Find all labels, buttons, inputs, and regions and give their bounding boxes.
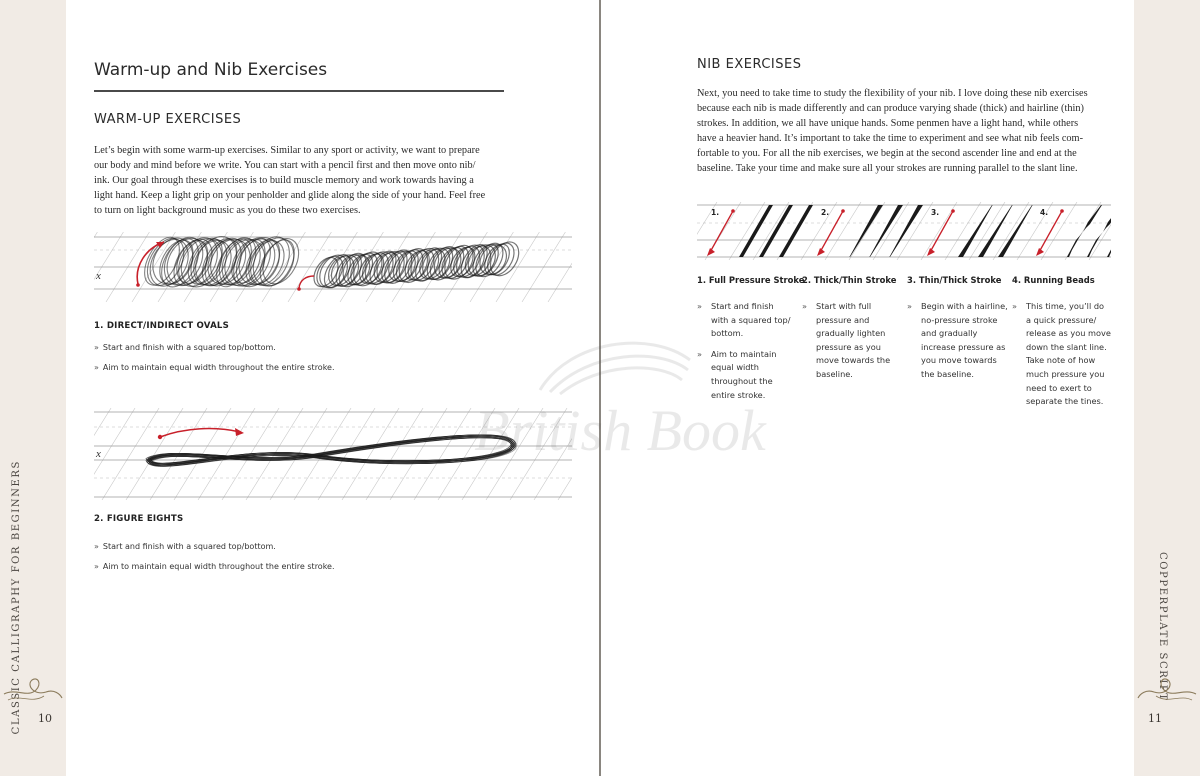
bullet-mark: » — [697, 301, 703, 311]
left-page-number: 10 — [38, 712, 52, 725]
nib-strokes-illustration — [697, 202, 1111, 260]
intro-line: Next, you need to take time to study the flexibility of your nib. I love doing these nib exercises — [697, 88, 1088, 99]
nib-strokes-practice-sheet — [697, 202, 1111, 260]
intro-line: because each nib is made differently and can produce varying shade (thick) and hairline (thin) — [697, 103, 1084, 114]
bullet-item: » Aim to maintain equal width throughout the entire stroke. — [94, 562, 335, 571]
nib-exercises-heading: NIB EXERCISES — [697, 57, 802, 72]
column-title: 2. Thick/Thin Stroke — [802, 275, 897, 285]
bullet-mark: » — [697, 348, 703, 359]
title-rule — [94, 90, 504, 92]
right-page-number: 11 — [1148, 712, 1162, 725]
bullet-line: Aim to maintain — [711, 348, 777, 359]
column-title: 1. Full Pressure Stroke — [697, 275, 805, 285]
x-height-label: x — [96, 270, 101, 282]
bullet-line: pressure as you — [816, 341, 881, 352]
bullet-line: gradually lighten — [816, 328, 886, 339]
bullet-line: increase pressure as — [921, 341, 1006, 352]
nib-exercises-intro — [697, 86, 1088, 176]
bullet-line: baseline. — [816, 368, 853, 379]
flourish-ornament-icon — [1136, 672, 1198, 710]
strip-number: 3. — [931, 208, 940, 217]
ovals-practice-sheet — [94, 232, 572, 302]
intro-line: light hand. Keep a light grip on your penholder and glide along the side of your hand. Feel free — [94, 190, 486, 201]
strip-number: 4. — [1040, 208, 1049, 217]
intro-line: ink. Our goal through these exercises is to build muscle memory and work towards having a — [94, 175, 474, 186]
bullet-line: and gradually — [921, 328, 978, 339]
column-list — [907, 300, 1008, 389]
watermark — [420, 300, 820, 490]
right-spine-title: COPPERPLATE SCRIPT — [1157, 552, 1168, 702]
page-title: Warm-up and Nib Exercises — [94, 60, 328, 80]
warm-up-intro — [94, 143, 485, 218]
bullet-item: » Start and finish with a squared top/bottom. — [94, 542, 276, 551]
exercise-2-title: 2. FIGURE EIGHTS — [94, 514, 184, 524]
intro-line: Let’s begin with some warm-up exercises. Similar to any sport or activity, we want to prepare — [94, 145, 480, 156]
intro-line: have a heavier hand. It’s important to take the time to experiment and see what nib feels com- — [697, 133, 1083, 144]
bullet-line: much pressure you — [1026, 368, 1105, 379]
bullet-line: Begin with a hairline, — [921, 301, 1008, 311]
intro-line: baseline. Take your time and make sure all your strokes are running parallel to the slant line. — [697, 163, 1078, 174]
bullet-line: down the slant line. — [1026, 341, 1107, 352]
bullet-mark: » — [802, 301, 808, 311]
warm-up-heading: WARM-UP EXERCISES — [94, 112, 242, 127]
left-spine-title: CLASSIC CALLIGRAPHY FOR BEGINNERS — [11, 460, 22, 735]
bullet-line: need to exert to — [1026, 382, 1092, 393]
bullet-line: throughout the — [711, 375, 773, 386]
bullet-line: bottom. — [711, 328, 744, 339]
bullet-line: no-pressure stroke — [921, 314, 998, 325]
bullet-mark: » — [907, 301, 913, 311]
column-title: 4. Running Beads — [1012, 275, 1095, 285]
bullet-line: equal width — [711, 362, 759, 373]
bullet-line: release as you move — [1026, 328, 1111, 339]
ovals-illustration — [94, 232, 572, 302]
bullet-line: Start with full — [816, 301, 872, 311]
intro-line: strokes. In addition, we all have unique hands. Some penmen have a light hand, while others — [697, 118, 1079, 129]
bullet-line: pressure and — [816, 314, 870, 325]
bullet-line: with a squared top/ — [711, 314, 791, 325]
bullet-item: » Aim to maintain equal width throughout the entire stroke. — [94, 363, 335, 372]
flourish-ornament-icon — [2, 672, 64, 710]
bullet-line: separate the tines. — [1026, 396, 1104, 407]
exercise-1-title: 1. DIRECT/INDIRECT OVALS — [94, 321, 229, 331]
intro-line: our body and mind before we write. You can start with a pencil first and then move onto nib/ — [94, 160, 476, 171]
strip-number: 1. — [711, 208, 720, 217]
bullet-line: Start and finish — [711, 301, 774, 311]
bullet-line: the baseline. — [921, 368, 974, 379]
column-bullet-item — [907, 300, 1008, 382]
intro-line: to turn on light background music as you do these two exercises. — [94, 205, 361, 216]
bullet-line: you move towards — [921, 355, 997, 366]
bullet-line: entire stroke. — [711, 389, 766, 400]
bullet-line: move towards the — [816, 355, 891, 366]
bullet-line: This time, you’ll do — [1026, 301, 1105, 311]
bullet-mark: » — [1012, 301, 1018, 311]
bullet-item: » Start and finish with a squared top/bottom. — [94, 343, 276, 352]
column-list — [1012, 300, 1111, 416]
strip-number: 2. — [821, 208, 830, 217]
bullet-line: a quick pressure/ — [1026, 314, 1097, 325]
x-height-label: x — [96, 448, 101, 460]
column-bullet-item — [1012, 300, 1111, 409]
bullet-line: Take note of how — [1026, 355, 1096, 366]
left-margin-band — [0, 0, 66, 776]
intro-line: fortable to you. For all the nib exercises, we begin at the second ascender line and end at the — [697, 148, 1077, 159]
watermark-text: British Book — [474, 398, 766, 463]
column-title: 3. Thin/Thick Stroke — [907, 275, 1002, 285]
